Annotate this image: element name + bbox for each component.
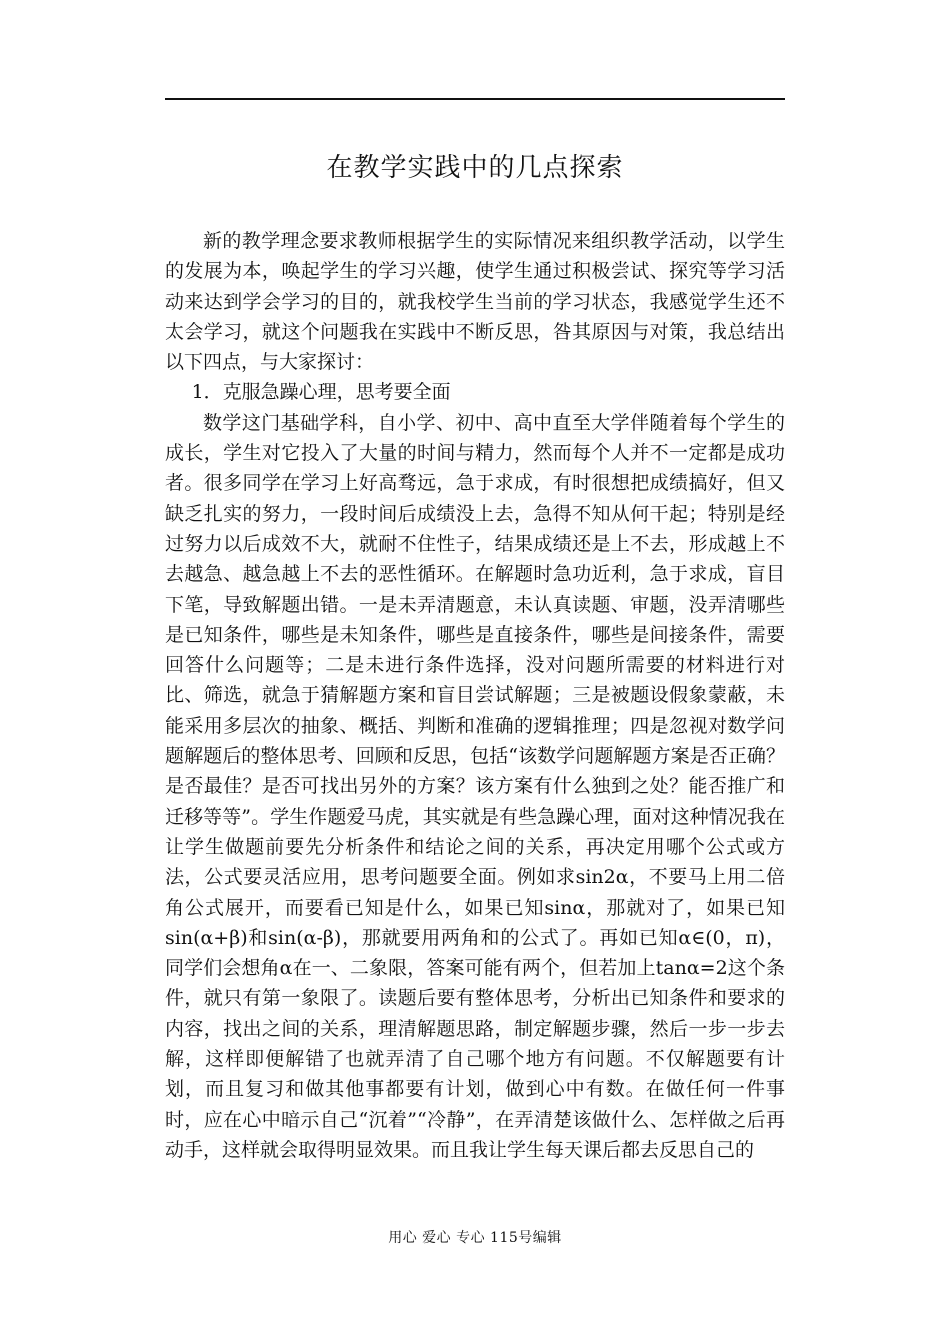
document-body — [165, 226, 785, 1165]
document-title: 在教学实践中的几点探索 — [326, 153, 624, 183]
intro-paragraph: 新的教学理念要求教师根据学生的实际情况来组织教学活动，以学生的发展为本，唤起学生的学习兴趣，使学生通过积极尝试、探究等学习活动来达到学会学习的目的，就我校学生当前的学习状态，我感觉学生还不太会学习，就这个问题我在实践中不断反思，咎其原因与对策，我总结出以下四点，与大家探讨： — [165, 230, 785, 374]
header-rule — [165, 98, 785, 100]
page-footer: 用心 爱心 专心 115号编辑 — [388, 1230, 562, 1246]
section-paragraph: 数学这门基础学科，自小学、初中、高中直至大学伴随着每个学生的成长，学生对它投入了大量的时间与精力，然而每个人并不一定都是成功者。很多同学在学习上好高骛远，急于求成，有时很想把成绩搞好，但又缺乏扎实的努力，一段时间后成绩没上去，急得不知从何干起；特别是经过努力以后成效不大，就耐不住性子，结果成绩还是上不去，形成越上不去越急、越急越上不去的恶性循环。在解题时急功近利，急于求成，盲目下笔，导致解题出错。一是未弄清题意，未认真读题、审题，没弄清哪些是已知条件，哪些是未知条件，哪些是直接条件，哪些是间接条件，需要回答什么问题等；二是未进行条件选择，没对问题所需要的材料进行对比、筛选，就急于猜解题方案和盲目尝试解题；三是被题设假象蒙蔽，未能采用多层次的抽象、概括、判断和准确的逻辑推理；四是忽视对数学问题解题后的整体思考、回顾和反思，包括“该数学问题解题方案是否正确？是否最佳？是否可找出另外的方案？该方案有什么独到之处？能否推广和迁移等等”。学生作题爱马虎，其实就是有些急躁心理，面对这种情况我在让学生做题前要先分析条件和结论之间的关系，再决定用哪个公式或方法，公式要灵活应用，思考问题要全面。例如求sin2α，不要马上用二倍角公式展开，而要看已知是什么，如果已知sinα，那就对了，如果已知sin(α+β)和sin(α-β)，那就要用两角和的公式了。再如已知α∈(0，π)，同学们会想角α在一、二象限，答案可能有两个，但若加上tanα=2这个条件，就只有第一象限了。读题后要有整体思考，分析出已知条件和要求的内容，找出之间的关系，理清解题思路，制定解题步骤，然后一步一步去解，这样即便解错了也就弄清了自己哪个地方有问题。不仅解题要有计划，而且复习和做其他事都要有计划，做到心中有数。在做任何一件事时，应在心中暗示自己“沉着”“冷静”，在弄清楚该做什么、怎样做之后再动手，这样就会取得明显效果。而且我让学生每天课后都去反思自己的 — [165, 411, 785, 1161]
section-heading: 1．克服急躁心理，思考要全面 — [191, 381, 451, 404]
